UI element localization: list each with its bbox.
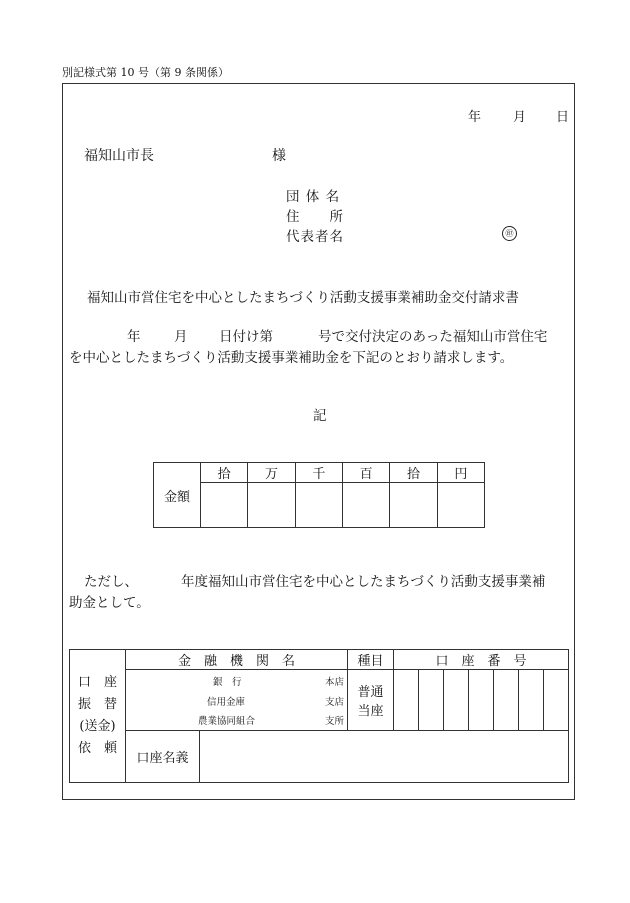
institution-type-bank: 銀 行 bbox=[213, 677, 242, 688]
unit-hyaku: 百 bbox=[342, 463, 389, 483]
account-name-label: 口座名義 bbox=[126, 731, 200, 783]
amount-digit-cell[interactable] bbox=[201, 483, 248, 528]
note-rest: 年度福知山市営住宅を中心としたまちづくり活動支援事業補 bbox=[181, 574, 546, 590]
date-day-label: 日 bbox=[556, 110, 570, 125]
unit-ju-man: 拾 bbox=[201, 463, 248, 483]
branch-type-shiten: 支店 bbox=[325, 697, 345, 708]
body-year: 年 bbox=[127, 329, 141, 345]
account-type-futsu: 普通 bbox=[357, 685, 384, 700]
amount-digit-cell[interactable] bbox=[295, 483, 342, 528]
transfer-label bbox=[70, 650, 126, 783]
account-digit-cell[interactable] bbox=[394, 670, 419, 731]
body-month: 月 bbox=[174, 329, 188, 345]
branch-type-honten: 本店 bbox=[325, 677, 345, 688]
amount-digit-cell[interactable] bbox=[342, 483, 389, 528]
group-name-label: 団 体 名 bbox=[286, 189, 341, 205]
amount-digit-cell[interactable] bbox=[248, 483, 295, 528]
account-name-cell[interactable] bbox=[200, 731, 569, 783]
form-label: 別記様式第 10 号（第 9 条関係） bbox=[62, 66, 229, 79]
account-digit-cell[interactable] bbox=[444, 670, 469, 731]
amount-label: 金額 bbox=[154, 463, 201, 528]
amount-digit-cell[interactable] bbox=[390, 483, 437, 528]
date-month-label: 月 bbox=[513, 110, 527, 125]
body-number-text: 号で交付決定のあった福知山市営住宅 bbox=[318, 329, 548, 345]
institution-cell[interactable] bbox=[126, 670, 348, 731]
seal-mark: ㊞ bbox=[502, 226, 517, 241]
body-day-ref: 日付け第 bbox=[219, 329, 273, 345]
unit-ju: 拾 bbox=[390, 463, 437, 483]
unit-sen: 千 bbox=[295, 463, 342, 483]
amount-table bbox=[153, 462, 485, 528]
account-digit-cell[interactable] bbox=[469, 670, 494, 731]
representative-label: 代表者名 bbox=[286, 229, 344, 245]
branch-type-shisho: 支所 bbox=[325, 716, 345, 727]
account-digit-cell[interactable] bbox=[544, 670, 569, 731]
unit-man: 万 bbox=[248, 463, 295, 483]
institution-header: 金 融 機 関 名 bbox=[126, 650, 348, 670]
bank-transfer-table bbox=[69, 649, 569, 783]
transfer-label-line: (送金) bbox=[79, 719, 116, 734]
account-digit-cell[interactable] bbox=[519, 670, 544, 731]
note-line-2: 助金として。 bbox=[69, 595, 150, 611]
account-type-toza: 当座 bbox=[357, 704, 384, 719]
note-prefix: ただし、 bbox=[84, 574, 138, 590]
transfer-label-line: 振 替 bbox=[77, 697, 117, 712]
type-header: 種目 bbox=[348, 650, 394, 670]
address-label: 住 所 bbox=[286, 209, 344, 225]
account-type-cell[interactable] bbox=[348, 670, 394, 731]
transfer-label-line: 依 頼 bbox=[77, 741, 117, 756]
amount-digit-cell[interactable] bbox=[437, 483, 484, 528]
ki-heading: 記 bbox=[313, 408, 327, 424]
addressee: 福知山市長 bbox=[84, 148, 154, 164]
document-title: 福知山市営住宅を中心としたまちづくり活動支援事業補助金交付請求書 bbox=[87, 290, 519, 306]
account-digit-cell[interactable] bbox=[494, 670, 519, 731]
account-digit-cell[interactable] bbox=[419, 670, 444, 731]
body-line-2: を中心としたまちづくり活動支援事業補助金を下記のとおり請求します。 bbox=[69, 350, 514, 366]
transfer-label-line: 口 座 bbox=[77, 675, 117, 690]
institution-type-nokyo: 農業協同組合 bbox=[198, 716, 256, 727]
account-number-header: 口 座 番 号 bbox=[394, 650, 569, 670]
unit-en: 円 bbox=[437, 463, 484, 483]
institution-type-shinkin: 信用金庫 bbox=[207, 697, 246, 708]
addressee-honorific: 様 bbox=[272, 148, 286, 164]
date-year-label: 年 bbox=[468, 110, 482, 125]
